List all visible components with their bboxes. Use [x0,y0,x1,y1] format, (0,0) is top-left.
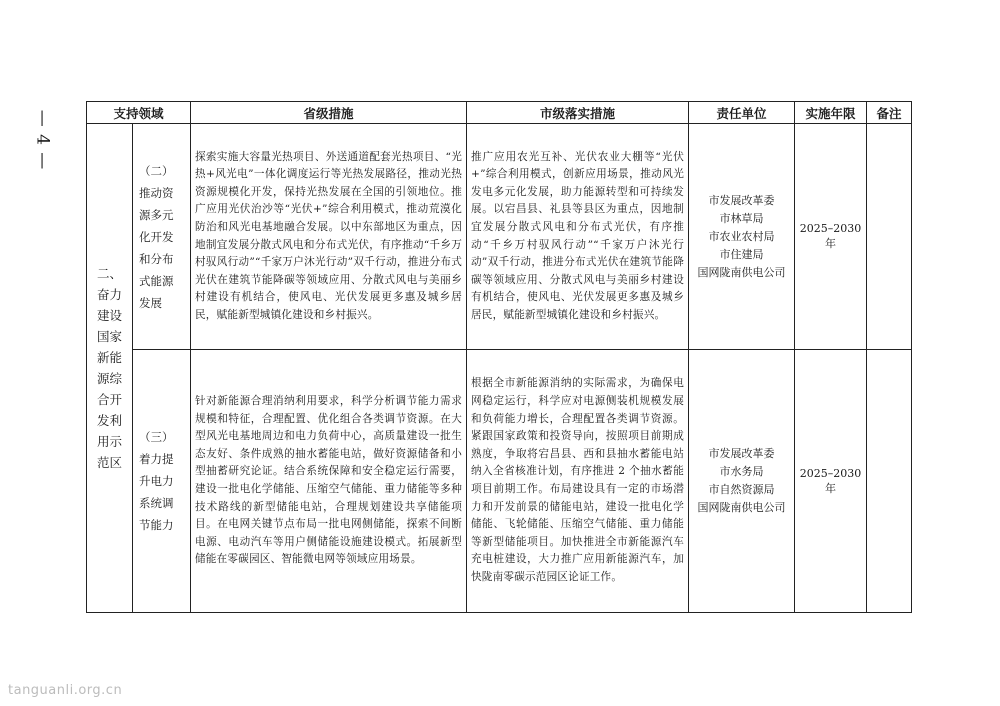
page-number: — 4 — [32,109,52,171]
unit-name: 市林草局 [719,211,764,225]
unit-name: 市发展改革委 [708,193,775,207]
unit-name: 市住建局 [719,247,764,261]
implementation-period-cell: 2025–2030 年 [795,350,867,613]
subdomain-cell: （二）推动资源多元化开发和分布式能源发展 [133,124,191,350]
provincial-measures-cell: 探索实施大容量光热项目、外送通道配套光热项目、“光热+风光电”一体化调度运行等光热发展路径，推动光热资源规模化开发，保持光热发展在全国的引领地位。推广应用光伏治沙等“光伏+”综合利用模式，推动荒漠化防治和风光电基地融合发展。以中东部地区为重点，因地制宜发展分散式风电和分布式光伏，有序推动“千乡万村驭风行动”“千家万户沐光行动”双千行动，推进分布式光伏在建筑节能降碳等领域应用、分散式风电与美丽乡村建设有机结合，使风电、光伏发展更多惠及城乡居民，赋能新型城镇化建设和乡村振兴。 [191,124,467,350]
unit-name: 市水务局 [719,465,764,478]
unit-name: 市自然资源局 [708,483,775,496]
unit-name: 国网陇南供电公司 [697,265,786,279]
header-support-domain: 支持领域 [87,102,191,124]
policy-table [86,101,912,613]
domain-label: 二、奋力建设国家新能源综合开发利用示范区 [96,266,122,470]
unit-name: 国网陇南供电公司 [697,501,786,514]
header-municipal-measures: 市级落实措施 [467,102,689,124]
table-header-row [87,102,912,124]
remarks-cell [867,350,912,613]
remarks-cell [867,124,912,350]
responsible-unit-cell [689,124,795,350]
table-row [87,124,912,350]
unit-name: 市发展改革委 [708,447,775,460]
header-provincial-measures: 省级措施 [191,102,467,124]
header-implementation-period: 实施年限 [795,102,867,124]
subdomain-cell: （三）着力提升电力系统调节能力 [133,350,191,613]
implementation-period-cell: 2025–2030 年 [795,124,867,350]
header-remarks: 备注 [867,102,912,124]
provincial-measures-cell: 针对新能源合理消纳利用要求，科学分析调节能力需求规模和特征，合理配置、优化组合各类调节资源。在大型风光电基地周边和电力负荷中心，高质量建设一批生态友好、条件成熟的抽水蓄能电站，做好资源储备和小型抽蓄研究论证。结合系统保障和安全稳定运行需要，建设一批电化学储能、压缩空气储能、重力储能等多种技术路线的新型储能电站，合理规划建设共享储能项目。在电网关键节点布局一批电网侧储能，探索不间断电源、电动汽车等用户侧储能设施建设模式。拓展新型储能在零碳园区、智能微电网等领域应用场景。 [191,350,467,613]
watermark: tanguanli.org.cn [8,683,123,698]
municipal-measures-cell: 推广应用农光互补、光伏农业大棚等“光伏+”综合利用模式，创新应用场景，推动风光发电多元化发展，助力能源转型和可持续发展。以宕昌县、礼县等县区为重点，因地制宜发展分散式风电和分布式光伏，有序推动“千乡万村驭风行动”“千家万户沐光行动”双千行动，推进分布式光伏在建筑节能降碳等领域应用、分散式风电与美丽乡村建设有机结合，使风电、光伏发展更多惠及城乡居民，赋能新型城镇化建设和乡村振兴。 [467,124,689,350]
table-row [87,350,912,613]
municipal-measures-cell: 根据全市新能源消纳的实际需求，为确保电网稳定运行，科学应对电源侧装机规模发展和负荷能力增长，合理配置各类调节资源。紧跟国家政策和投资导向，按照项目前期成熟度，争取将宕昌县、西和县抽水蓄能电站纳入全省核准计划，有序推进 2 个抽水蓄能项目前期工作。布局建设具有一定的市场潜力和开发前景的储能电站，建设一批电化学储能、飞轮储能、压缩空气储能、重力储能等新型储能项目。加快推进全市新能源汽车充电桩建设，大力推广应用新能源汽车，加快陇南零碳示范园区论证工作。 [467,350,689,613]
domain-cell [87,124,133,613]
header-responsible-unit: 责任单位 [689,102,795,124]
unit-name: 市农业农村局 [708,229,775,243]
responsible-unit-cell [689,350,795,613]
